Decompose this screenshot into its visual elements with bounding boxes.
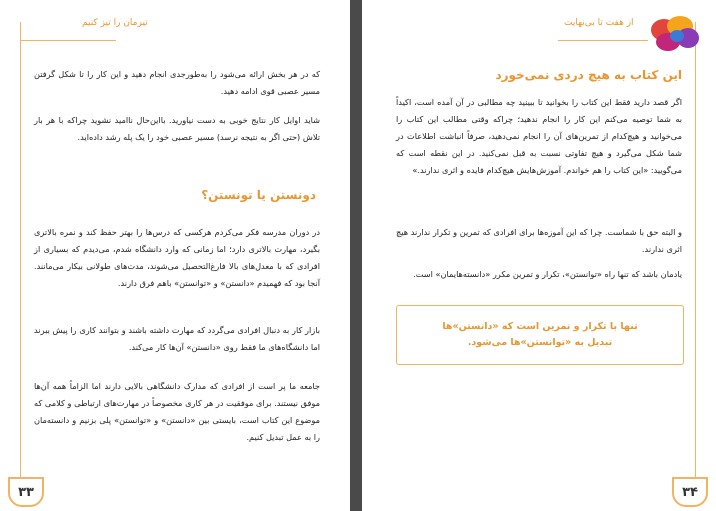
paragraph: جامعه ما پر است از افرادی که مدارک دانشگاهی بالایی دارند اما الزاماً همه آن‌ها موفق نیستند. برای موفقیت در هر کاری مخصوصاً در مهارت‌های ارتباطی و کلامی که موضوع این کتاب است، بایستی بین «دانستن» و «توانستن» پلی بزنیم و دانسته‌مان را به عمل تبدیل کنیم. xyxy=(34,381,320,442)
paragraph: و البته حق با شماست. چرا که این آموزه‌ها برای افرادی که تمرین و تکرار ندارند هیچ اثری ندارند. xyxy=(396,227,682,254)
colorful-brain-icon xyxy=(646,14,702,54)
running-head: تیرمان را تیز کنیم xyxy=(82,18,148,28)
page-number: ۳۴ xyxy=(672,477,708,507)
paragraph: اگر قصد دارید فقط این کتاب را بخوانید تا ببینید چه مطالبی در آن آمده است، اکیداً به شما توصیه می‌کنم این کار را انجام ندهید؛ چراکه وقتی مطالب این کتاب را می‌خوانید و هیچ‌کدام از تمرین‌های آن را انجام نمی‌دهید، صرفاً انباشت اطلاعات در شما شکل می‌گیرد و هیچ تفاوتی نسبت به قبل نمی‌کنید. در این نقطه است که می‌گویید: «این کتاب را هم خواندم. آموزش‌هایش هیچ‌کدام فایده و اثری ندارند.» xyxy=(396,97,682,175)
paragraph: بازار کار به دنبال افرادی می‌گردد که مهارت داشته باشند و بتوانند کاری را پیش ببرند اما دانشگاه‌های ما فقط روی «دانستن» آن‌ها کار می‌کند. xyxy=(34,325,320,352)
right-page xyxy=(362,0,716,511)
right-header-rule xyxy=(558,40,648,41)
section-heading: این کتاب به هیچ دردی نمی‌خورد xyxy=(495,68,682,82)
left-frame-line xyxy=(20,22,21,483)
left-page xyxy=(0,0,350,511)
paragraph: یادمان باشد که تنها راه «توانستن»، تکرار و تمرین مکرر «دانسته‌هایمان» است. xyxy=(413,269,682,279)
right-frame-line xyxy=(695,22,696,483)
paragraph: که در هر بخش ارائه می‌شود را به‌طورجدی انجام دهید و این کار را تا شکل گرفتن مسیر عصبی قوی ادامه دهید. xyxy=(34,69,320,96)
left-header-rule xyxy=(20,40,116,41)
page-number: ۳۳ xyxy=(8,477,44,507)
paragraph: شاید اوایل کار نتایج خوبی به دست نیاورید. بااین‌حال ناامید نشوید چراکه با هر بار تلاش (حتی اگر به نتیجه نرسد) مسیر عصبی خود را یک پله رشد داده‌اید. xyxy=(34,115,320,142)
callout-box: تنها با تکرار و تمرین است که «دانستن»ها تبدیل به «توانستن»ها می‌شود. xyxy=(396,305,684,365)
section-heading: دونستن یا تونستن؟ xyxy=(201,188,316,202)
paragraph: در دوران مدرسه فکر می‌کردم هرکسی که درس‌ها را بهتر حفظ کند و نمره بالاتری بگیرد، مهارت بالاتری دارد؛ اما زمانی که وارد دانشگاه شدم، می‌دیدم که بسیاری از افرادی که با معدل‌های بالا فارغ‌التحصیل می‌شوند، مدت‌های طولانی بیکار می‌مانند. آنجا بود که فهمیدم «دانستن» و «توانستن» باهم فرق دارند. xyxy=(34,227,320,288)
book-spine xyxy=(350,0,362,511)
running-head: از هفت تا بی‌نهایت xyxy=(564,18,634,28)
